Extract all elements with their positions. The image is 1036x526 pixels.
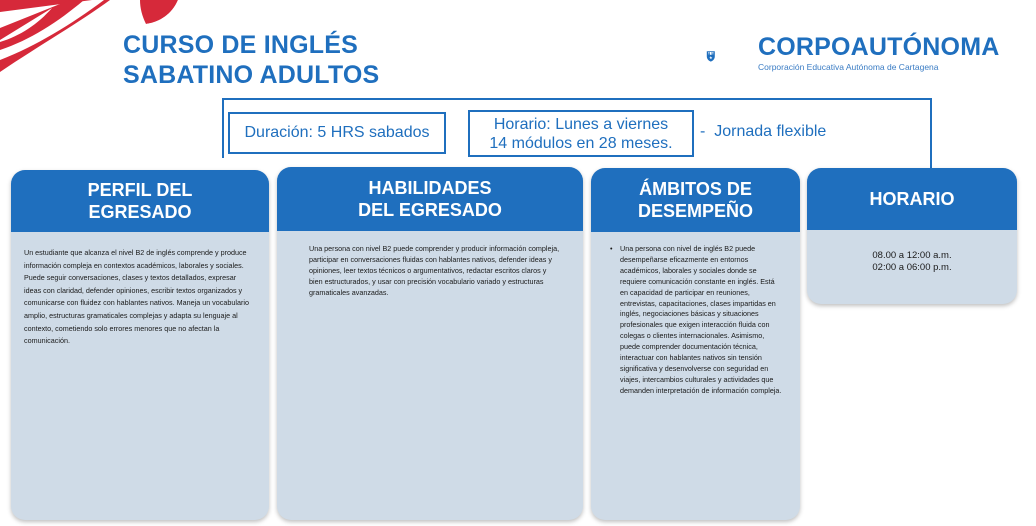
logo-name: CORPOAUTÓNOMA bbox=[758, 33, 1000, 61]
ambitos-title-2: DESEMPEÑO bbox=[637, 201, 754, 221]
flexible-note bbox=[700, 123, 826, 141]
logo-subtitle: Corporación Educativa Autónoma de Cartagena bbox=[758, 62, 939, 72]
perfil-title-2: EGRESADO bbox=[88, 202, 192, 222]
habilidades-body: Una persona con nivel B2 puede comprender y producir información compleja, participar en conversaciones fluidas con hablantes nativos, defender ideas y opiniones, leer textos técnicos o argumentativos, redactar escritos claros y bien estructurados, y usar con precisión vocabulario variado y estructuras gramaticales avanzadas. bbox=[309, 244, 560, 297]
horario-card bbox=[807, 168, 1017, 304]
duration-text: Duración: 5 HRS sabados bbox=[244, 124, 430, 141]
ambitos-title-1: ÁMBITOS DE bbox=[639, 179, 752, 199]
shield-star-icon bbox=[706, 28, 754, 84]
title-line-1: CURSO DE INGLÉS bbox=[123, 31, 358, 59]
perfil-header bbox=[11, 170, 269, 232]
ambitos-card bbox=[591, 168, 800, 520]
habilidades-header bbox=[277, 167, 583, 231]
schedule-line-2: 14 módulos en 28 meses. bbox=[489, 134, 673, 152]
ambitos-text: Una persona con nivel de inglés B2 puede desempeñarse eficazmente en entornos académicos, laborales y sociales donde se requiere comunicación constante en inglés. Está en capacidad de participar en reuniones, entrevistas, capacitaciones, clases impartidas en inglés, negociaciones básicas y situaciones profesionales que exigen interacción fluida con colegas o clientes internacionales. Asimismo, puede comprender documentación técnica, interactuar con hablantes nativos sin tensión significativa y desenvolverse con seguridad en viajes, intercambios culturales y actividades que demanden interpretación de información compleja. bbox=[620, 244, 782, 395]
connector-line bbox=[930, 98, 932, 170]
habilidades-title-2: DEL EGRESADO bbox=[358, 200, 502, 220]
perfil-title-1: PERFIL DEL bbox=[87, 180, 193, 200]
flexible-text: Jornada flexible bbox=[714, 123, 827, 140]
ambitos-body bbox=[591, 232, 800, 397]
habilidades-title-1: HABILIDADES bbox=[368, 178, 492, 198]
page-title bbox=[123, 30, 379, 90]
horario-line-2: 02:00 a 06:00 p.m. bbox=[872, 262, 952, 273]
bullet-icon: • bbox=[610, 244, 613, 253]
horario-title: HORARIO bbox=[869, 189, 955, 209]
horario-line-1: 08.00 a 12:00 a.m. bbox=[872, 250, 952, 261]
ambitos-header bbox=[591, 168, 800, 232]
schedule-line-1: Horario: Lunes a viernes bbox=[493, 115, 669, 133]
perfil-body: Un estudiante que alcanza el nivel B2 de inglés comprende y produce información compleja en contextos académicos, laborales y sociales. Puede seguir conversaciones, clases y textos detallados, expresar ideas con claridad, defender opiniones, escribir textos organizados y comunicarse con fluidez con hablantes nativos. Maneja un vocabulario amplio, estructuras gramaticales complejas y adapta su lenguaje al contexto, cometiendo solo errores menores que no afectan la comunicación. bbox=[24, 248, 249, 346]
habilidades-card bbox=[277, 167, 583, 520]
separator: - bbox=[700, 123, 706, 140]
title-line-2: SABATINO ADULTOS bbox=[123, 61, 380, 89]
schedule-box bbox=[468, 110, 694, 157]
perfil-card bbox=[11, 170, 269, 520]
horario-header bbox=[807, 168, 1017, 230]
logo bbox=[758, 33, 999, 72]
horario-body bbox=[807, 230, 1017, 274]
connector-line bbox=[222, 98, 224, 158]
connector-line bbox=[222, 98, 932, 100]
duration-box bbox=[228, 112, 446, 154]
